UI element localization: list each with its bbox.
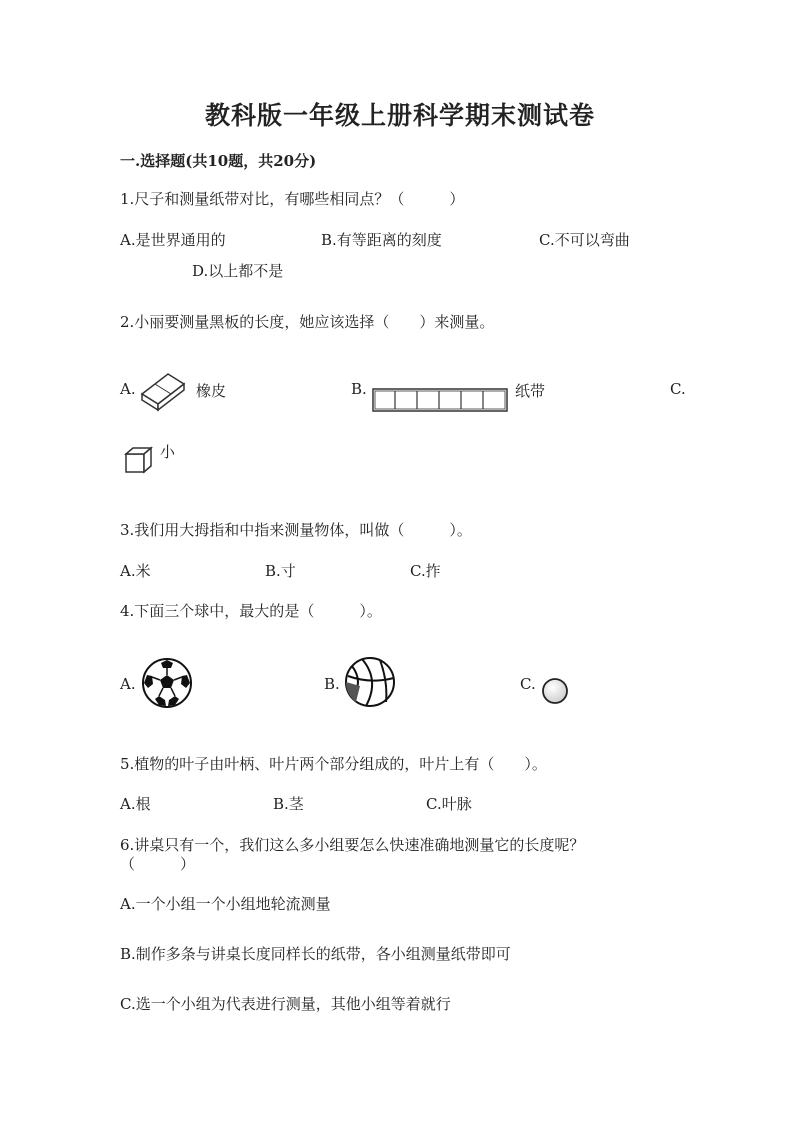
q2-option-a-label: 橡皮	[196, 382, 227, 400]
q2-option-a-letter[interactable]: A.	[120, 380, 136, 398]
q5-option-c[interactable]: C.叶脉	[426, 795, 472, 813]
q1-option-a[interactable]: A.是世界通用的	[120, 231, 226, 249]
q6-option-a[interactable]: A.一个小组一个小组地轮流测量	[120, 895, 331, 913]
q1-option-b[interactable]: B.有等距离的刻度	[321, 231, 442, 249]
q5-option-b[interactable]: B.茎	[273, 795, 304, 813]
small-cube-icon	[124, 446, 154, 474]
section-heading: 一.选择题(共10题，共20分)	[120, 152, 317, 170]
q2-option-c-label: 小	[160, 443, 176, 461]
q4-option-c-letter[interactable]: C.	[520, 675, 536, 693]
paper-strip-icon	[372, 388, 508, 412]
question-6-stem: 6.讲桌只有一个，我们这么多小组要怎么快速准确地测量它的长度呢？	[120, 836, 585, 854]
eraser-icon	[138, 372, 188, 412]
question-1-stem: 1.尺子和测量纸带对比，有哪些相同点？（ ）	[120, 190, 465, 208]
soccer-ball-icon	[141, 657, 193, 709]
question-2-stem: 2.小丽要测量黑板的长度，她应该选择（ ）来测量。	[120, 313, 495, 331]
q6-option-c[interactable]: C.选一个小组为代表进行测量，其他小组等着就行	[120, 995, 451, 1013]
page-title: 教科版一年级上册科学期末测试卷	[204, 101, 595, 130]
basketball-icon	[344, 656, 396, 708]
q3-option-a[interactable]: A.米	[120, 562, 151, 580]
q5-option-a[interactable]: A.根	[120, 795, 151, 813]
q2-option-b-letter[interactable]: B.	[351, 380, 367, 398]
q2-option-b-label: 纸带	[515, 382, 546, 400]
q4-option-b-letter[interactable]: B.	[324, 675, 340, 693]
q3-option-c[interactable]: C.拃	[410, 562, 441, 580]
q1-option-d[interactable]: D.以上都不是	[192, 262, 284, 280]
question-4-stem: 4.下面三个球中，最大的是（ ）。	[120, 602, 382, 620]
q2-option-c-letter[interactable]: C.	[670, 380, 686, 398]
question-6-stem-blank: （ ）	[120, 855, 196, 873]
question-5-stem: 5.植物的叶子由叶柄、叶片两个部分组成的，叶片上有（ ）。	[120, 755, 547, 773]
q3-option-b[interactable]: B.寸	[265, 562, 296, 580]
small-ball-icon	[541, 677, 569, 705]
q6-option-b[interactable]: B.制作多条与讲桌长度同样长的纸带，各小组测量纸带即可	[120, 945, 511, 963]
q1-option-c[interactable]: C.不可以弯曲	[539, 231, 630, 249]
question-3-stem: 3.我们用大拇指和中指来测量物体，叫做（ ）。	[120, 521, 472, 539]
q4-option-a-letter[interactable]: A.	[120, 675, 136, 693]
